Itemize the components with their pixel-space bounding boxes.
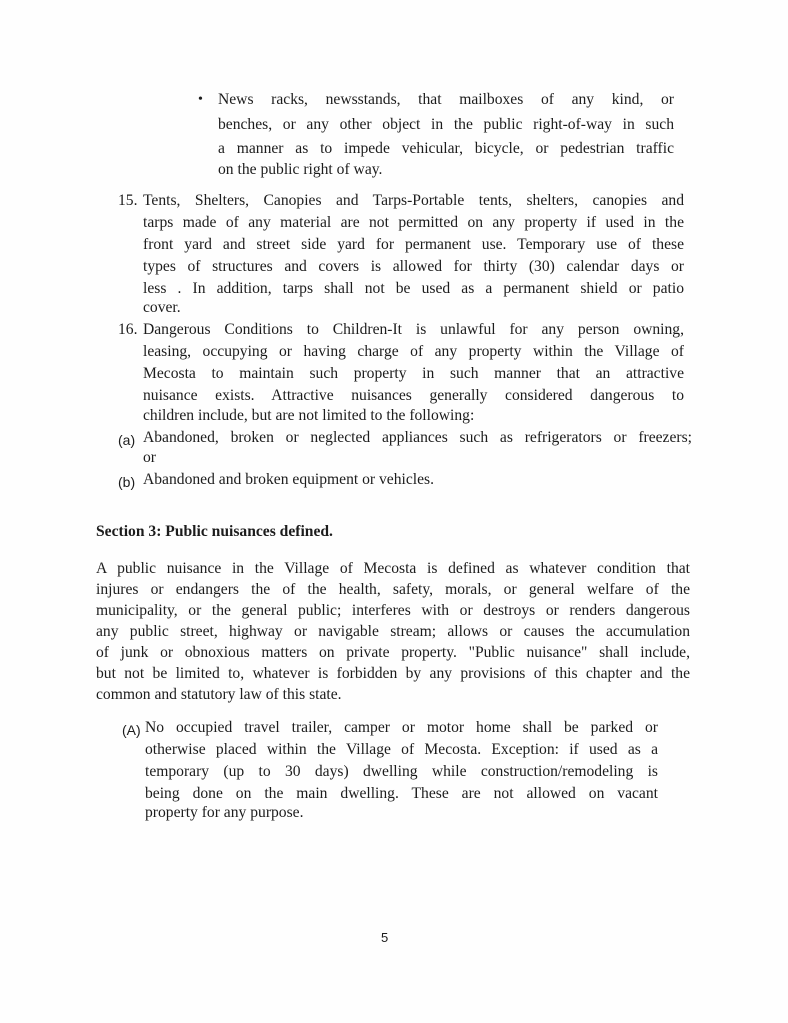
paragraph-line: common and statutory law of this state. xyxy=(96,686,342,703)
item-a-line: No occupied travel trailer, camper or motor home shall be parked or xyxy=(145,719,658,736)
bullet-line: a manner as to impede vehicular, bicycle, or pedestrian traffic xyxy=(218,140,674,157)
sub-item-b-line: Abandoned and broken equipment or vehicles. xyxy=(143,471,434,488)
paragraph-line: of junk or obnoxious matters on private property. "Public nuisance" shall include, xyxy=(96,644,690,661)
paragraph-line: A public nuisance in the Village of Mecosta is defined as whatever condition that xyxy=(96,560,690,577)
item-15-line: tarps made of any material are not permitted on any property if used in the xyxy=(143,214,684,231)
item-a-label: (A) xyxy=(122,722,141,738)
item-16-line: nuisance exists. Attractive nuisances generally considered dangerous to xyxy=(143,387,684,404)
sub-item-a-line: or xyxy=(143,449,156,466)
item-a-line: property for any purpose. xyxy=(145,804,304,821)
paragraph-line: injures or endangers the of the health, safety, morals, or general welfare of the xyxy=(96,581,690,598)
item-16-line: children include, but are not limited to the following: xyxy=(143,407,475,424)
page-number: 5 xyxy=(381,930,389,945)
item-16-line: Dangerous Conditions to Children-It is unlawful for any person owning, xyxy=(143,321,684,338)
item-15-line: front yard and street side yard for permanent use. Temporary use of these xyxy=(143,236,684,253)
item-15-number: 15. xyxy=(118,192,138,209)
section-heading: Section 3: Public nuisances defined. xyxy=(96,523,333,540)
item-a-line: being done on the main dwelling. These are not allowed on vacant xyxy=(145,785,658,802)
item-16-line: Mecosta to maintain such property in such manner that an attractive xyxy=(143,365,684,382)
sub-item-a-line: Abandoned, broken or neglected appliances such as refrigerators or freezers; xyxy=(143,429,692,446)
item-15-line: cover. xyxy=(143,299,181,316)
paragraph-line: but not be limited to, whatever is forbidden by any provisions of this chapter and the xyxy=(96,665,690,682)
sub-item-a-label: (a) xyxy=(118,432,136,448)
item-a-line: otherwise placed within the Village of Mecosta. Exception: if used as a xyxy=(145,741,658,758)
item-a-line: temporary (up to 30 days) dwelling while construction/remodeling is xyxy=(145,763,658,780)
bullet-line: benches, or any other object in the public right-of-way in such xyxy=(218,116,674,133)
bullet-icon: • xyxy=(198,92,203,107)
item-15-line: Tents, Shelters, Canopies and Tarps-Portable tents, shelters, canopies and xyxy=(143,192,684,209)
item-16-line: leasing, occupying or having charge of any property within the Village of xyxy=(143,343,684,360)
sub-item-b-label: (b) xyxy=(118,474,136,490)
bullet-line: on the public right of way. xyxy=(218,161,383,178)
item-16-number: 16. xyxy=(118,321,138,338)
paragraph-line: any public street, highway or navigable stream; allows or causes the accumulation xyxy=(96,623,690,640)
bullet-line: News racks, newsstands, that mailboxes of any kind, or xyxy=(218,91,674,108)
item-15-line: less . In addition, tarps shall not be used as a permanent shield or patio xyxy=(143,280,684,297)
item-15-line: types of structures and covers is allowed for thirty (30) calendar days or xyxy=(143,258,684,275)
paragraph-line: municipality, or the general public; interferes with or destroys or renders dangerous xyxy=(96,602,690,619)
